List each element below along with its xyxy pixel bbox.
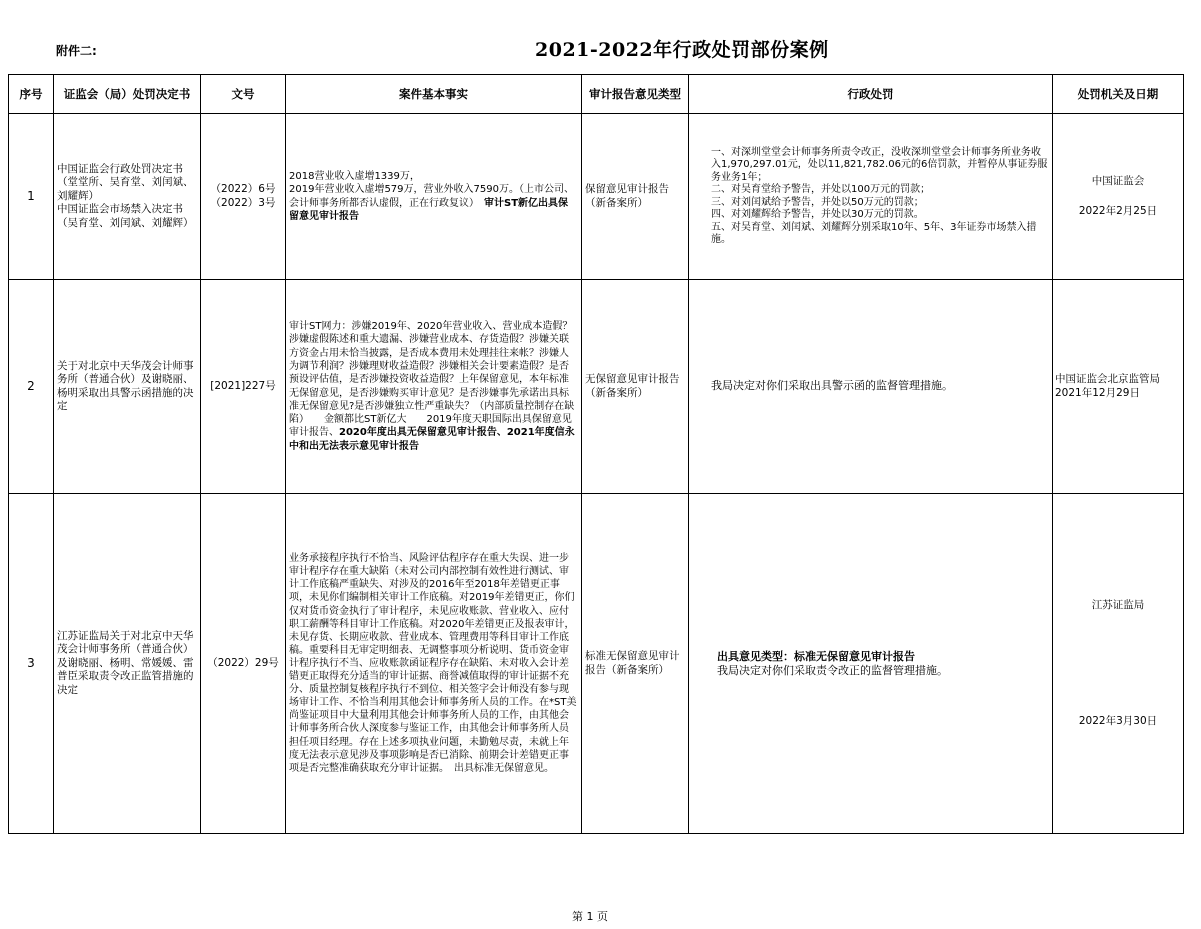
penalty-cases-table xyxy=(8,74,1184,834)
col-header-opinion: 审计报告意见类型 xyxy=(582,75,689,114)
facts-highlight: 审计ST新亿出具保留意见审计报告 xyxy=(289,197,569,222)
authority-name: 中国证监会 xyxy=(1091,175,1145,187)
row-doc-no: （2022）29号 xyxy=(201,494,286,834)
table-header-row xyxy=(9,75,1184,114)
row-seq: 3 xyxy=(9,494,54,834)
row-facts xyxy=(286,494,582,834)
col-header-doc-no: 文号 xyxy=(201,75,286,114)
row-authority xyxy=(1053,280,1184,494)
table-row xyxy=(9,494,1184,834)
attachment-label: 附件二: xyxy=(56,44,97,58)
row-opinion: 标准无保留意见审计报告（新备案所） xyxy=(582,494,689,834)
table-row xyxy=(9,280,1184,494)
page-number: 第 1 页 xyxy=(572,910,608,923)
row-facts xyxy=(286,114,582,280)
facts-text: 2018营业收入虚增1339万， 2019年营业收入虚增579万，营业外收入7590万。（上市公司、会计师事务所都否认虚假，正在行政复议） xyxy=(289,170,574,209)
row-decision: 江苏证监局关于对北京中天华茂会计师事务所（普通合伙）及谢晓丽、杨明、常媛媛、雷普臣采取责令改正监管措施的决定 xyxy=(54,494,201,834)
facts-highlight: 2020年度出具无保留意见审计报告、2021年度信永中和出无法表示意见审计报告 xyxy=(289,427,575,452)
penalty-text: 我局决定对你们采取责令改正的监督管理措施。 xyxy=(717,663,948,677)
row-penalty xyxy=(689,494,1053,834)
col-header-decision: 证监会（局）处罚决定书 xyxy=(54,75,201,114)
col-header-seq: 序号 xyxy=(9,75,54,114)
row-authority xyxy=(1053,114,1184,280)
col-header-facts: 案件基本事实 xyxy=(286,75,582,114)
authority-date: 2022年2月25日 xyxy=(1078,204,1158,217)
row-opinion: 无保留意见审计报告（新备案所） xyxy=(582,280,689,494)
table-row xyxy=(9,114,1184,280)
row-opinion: 保留意见审计报告（新备案所） xyxy=(582,114,689,280)
authority-date: 2021年12月29日 xyxy=(1055,386,1140,399)
row-seq: 1 xyxy=(9,114,54,280)
col-header-authority: 处罚机关及日期 xyxy=(1053,75,1184,114)
row-facts xyxy=(286,280,582,494)
row-doc-no: [2021]227号 xyxy=(201,280,286,494)
row-doc-no: （2022）6号 （2022）3号 xyxy=(201,114,286,280)
row-seq: 2 xyxy=(9,280,54,494)
authority-name: 江苏证监局 xyxy=(1091,599,1145,611)
row-authority xyxy=(1053,494,1184,834)
facts-text: 审计ST网力：涉嫌2019年、2020年营业收入、营业成本造假？涉嫌虚假陈述和重大遗漏、涉嫌营业成本、存货造假？涉嫌关联方资金占用未恰当披露，是否成本费用未处理挂往来帐？涉嫌人为调节利润？涉嫌理财收益造假？涉嫌相关会计要素造假？是否预设评估值，是否涉嫌投资收益造假？上年保留意见，本年标准无保留意见，是否涉嫌购买审计意见？是否涉嫌事先承诺出具标准无保留意见?是否涉嫌独立性严重缺失？（内部质量控制存在缺陷） 金额都比ST新亿大 2019年度天职国际出具保留意见审计报告、 xyxy=(289,321,575,439)
authority-date: 2022年3月30日 xyxy=(1078,714,1158,727)
row-penalty: 一、对深圳堂堂会计师事务所责令改正，没收深圳堂堂会计师事务所业务收入1,970,297.01元，处以11,821,782.06元的6倍罚款，并暂停从事证券服务业务1年； 二、对吴育堂给予警告，并处以100万元的罚款； 三、对刘闰斌给予警告，并处以50万元的罚款； 四、对刘耀辉给予警告，并处以30万元的罚款。 五、对吴育堂、刘闰斌、刘耀辉分别采取10年、5年、3年证券市场禁入措施。 xyxy=(689,114,1053,280)
facts-text: 业务承接程序执行不恰当、风险评估程序存在重大失误、进一步审计程序存在重大缺陷（未对公司内部控制有效性进行测试、审计工作底稿严重缺失、对涉及的2016年至2018年差错更正事项，未见你们编制相关审计工作底稿。对2019年差错更正，你们仅对货币资金执行了审计程序，未见应收账款、营业收入、应付职工薪酬等科目审计工作底稿。对2020年差错更正及报表审计，未见存货、长期应收款、营业成本、管理费用等科目审计工作底稿。重要科目无审定明细表、无调整事项分析说明、货币资金审计程序执行不当、应收账款函证程序存在缺陷、未对收入会计差错更正取得充分适当的审计证据、商誉减值取得的审计证据不充分、质量控制复核程序执行不到位、相关签字会计师没有参与现场审计工作、不恰当利用其他会计师事务所人员的工作。在*ST美尚鉴证项目中大量利用其他会计师事务所人员的工作，由其他会计师事务所合伙人深度参与鉴证工作，由其他会计师事务所人员担任项目经理。存在上述多项执业问题，未勤勉尽责，未就上年度无法表示意见涉及事项影响是否已消除、前期会计差错更正事项是否完整准确获取充分审计证据。 出具标准无保留意见。 xyxy=(289,553,577,774)
col-header-penalty: 行政处罚 xyxy=(689,75,1053,114)
row-decision: 关于对北京中天华茂会计师事务所（普通合伙）及谢晓丽、杨明采取出具警示函措施的决定 xyxy=(54,280,201,494)
row-decision: 中国证监会行政处罚决定书（堂堂所、吴育堂、刘闰斌、刘耀辉） 中国证监会市场禁入决定书（吴育堂、刘闰斌、刘耀辉） xyxy=(54,114,201,280)
row-penalty: 我局决定对你们采取出具警示函的监督管理措施。 xyxy=(689,280,1053,494)
authority-name: 中国证监会北京监管局 xyxy=(1055,373,1160,385)
penalty-opinion-type: 出具意见类型：标准无保留意见审计报告 xyxy=(717,649,915,663)
page-title: 2021-2022年行政处罚部份案例 xyxy=(535,39,829,61)
